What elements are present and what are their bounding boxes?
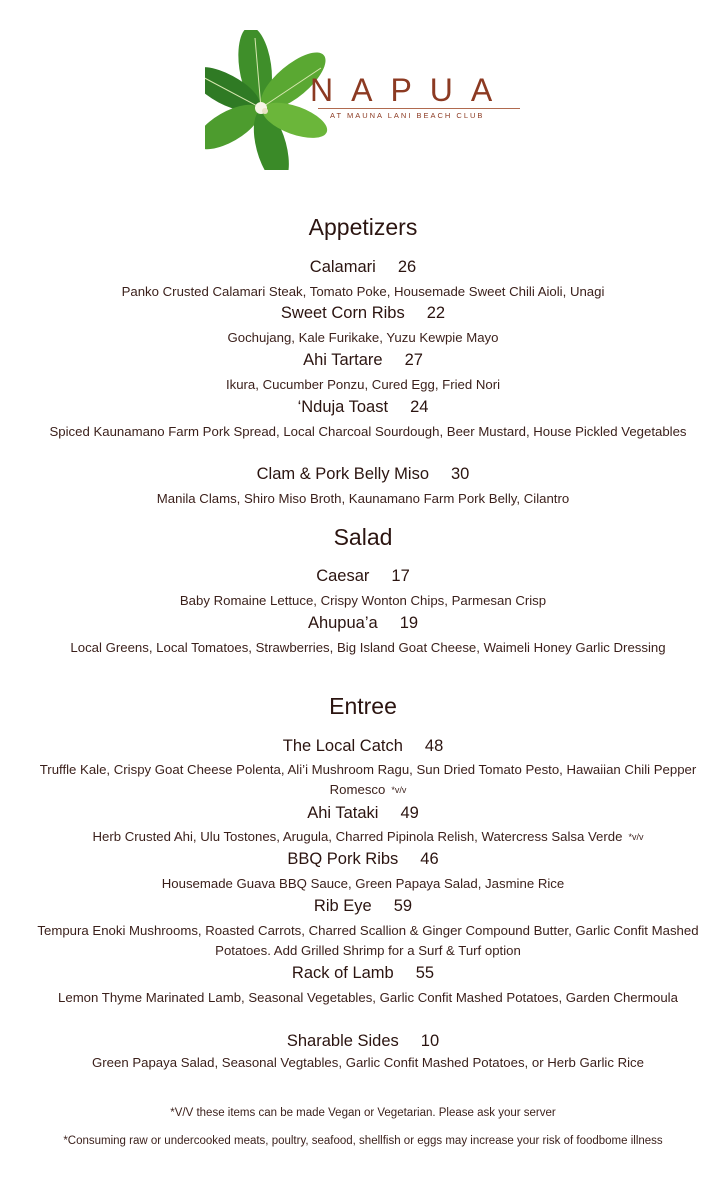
item-name: Calamari: [309, 258, 376, 276]
menu-item-ahi-tartare: [0, 351, 726, 370]
vegan-note: *V/V these items can be made Vegan or Vegetarian. Please ask your server: [170, 1107, 556, 1119]
item-name: Ahi Tataki: [307, 804, 379, 822]
item-description: Manila Clams, Shiro Miso Broth, Kaunamano Farm Pork Belly, Cilantro: [156, 491, 570, 506]
item-price: 55: [415, 964, 435, 982]
item-price: 27: [404, 351, 423, 369]
item-price: 59: [393, 897, 413, 915]
item-price: 49: [400, 804, 419, 822]
item-description: [30, 760, 706, 800]
item-name: BBQ Pork Ribs: [287, 850, 399, 868]
menu-item-local-catch: [0, 737, 726, 756]
item-description: Panko Crusted Calamari Steak, Tomato Poke, Housemade Sweet Chili Aioli, Unagi: [121, 284, 605, 299]
menu-item-sweet-corn-ribs: [0, 304, 726, 323]
section-title-salad: Salad: [333, 524, 393, 550]
item-description: Gochujang, Kale Furikake, Yuzu Kewpie Mayo: [227, 330, 499, 345]
item-name: Ahupua’a: [307, 614, 378, 632]
item-price: 46: [420, 850, 439, 868]
item-description: Baby Romaine Lettuce, Crispy Wonton Chips, Parmesan Crisp: [179, 593, 547, 608]
item-price: 24: [410, 398, 429, 416]
item-price: 26: [397, 258, 417, 276]
item-name: Rib Eye: [313, 897, 372, 915]
item-price: 48: [424, 737, 444, 755]
item-name: Sweet Corn Ribs: [280, 304, 405, 322]
item-price: 30: [451, 465, 470, 483]
menu-item-rack-of-lamb: [0, 964, 726, 983]
menu-item-ahupuaa: [0, 614, 726, 633]
brand-divider: [318, 108, 520, 109]
item-description: Lemon Thyme Marinated Lamb, Seasonal Vegetables, Garlic Confit Mashed Potatoes, Garden Chermoula: [58, 990, 678, 1005]
item-description-text: Herb Crusted Ahi, Ulu Tostones, Arugula, Charred Pipinola Relish, Watercress Salsa Verde: [92, 829, 623, 844]
vegan-tag: *v/v: [628, 832, 644, 842]
menu-item-sharable-sides: [0, 1032, 726, 1051]
item-name: Sharable Sides: [286, 1032, 399, 1050]
item-price: 10: [420, 1032, 440, 1050]
item-description: [30, 827, 706, 847]
item-name: Rack of Lamb: [291, 964, 394, 982]
item-name: ‘Nduja Toast: [297, 398, 389, 416]
raw-food-warning: *Consuming raw or undercooked meats, poultry, seafood, shellfish or eggs may increase your risk of foodbome illness: [63, 1135, 663, 1147]
menu-item-nduja-toast: [0, 398, 726, 417]
item-description-text: Truffle Kale, Crispy Goat Cheese Polenta, Ali’i Mushroom Ragu, Sun Dried Tomato Pesto, Hawaiian Chili Pepper Romesco: [39, 762, 697, 797]
section-title-appetizers: Appetizers: [308, 214, 418, 240]
menu-item-bbq-pork-ribs: [0, 850, 726, 869]
menu-item-clam-pork-belly-miso: [0, 465, 726, 484]
item-description: Tempura Enoki Mushrooms, Roasted Carrots, Charred Scallion & Ginger Compound Butter, Garlic Confit Mashed Potatoes. Add Grilled Shrimp for a Surf & Turf option: [37, 923, 699, 958]
item-description: Green Papaya Salad, Seasonal Vegtables, Garlic Confit Mashed Potatoes, or Herb Garlic Rice: [92, 1055, 644, 1070]
item-price: 19: [399, 614, 419, 632]
menu-item-calamari: [0, 258, 726, 277]
menu-item-ahi-tataki: [0, 804, 726, 823]
vegan-tag: *v/v: [391, 785, 407, 795]
item-description: Housemade Guava BBQ Sauce, Green Papaya Salad, Jasmine Rice: [161, 876, 565, 891]
item-name: Caesar: [316, 567, 370, 585]
menu-item-caesar: [0, 567, 726, 586]
item-price: 22: [426, 304, 446, 322]
brand-subtitle: AT MAUNA LANI BEACH CLUB: [330, 111, 485, 120]
item-description: Local Greens, Local Tomatoes, Strawberries, Big Island Goat Cheese, Waimeli Honey Garlic Dressing: [70, 640, 666, 655]
item-name: The Local Catch: [282, 737, 403, 755]
item-description: Spiced Kaunamano Farm Pork Spread, Local Charcoal Sourdough, Beer Mustard, House Pickled Vegetables: [49, 424, 687, 439]
item-price: 17: [391, 567, 410, 585]
section-title-entree: Entree: [329, 693, 397, 719]
brand-name: NAPUA: [310, 72, 511, 108]
item-name: Ahi Tartare: [303, 351, 383, 369]
item-name: Clam & Pork Belly Miso: [256, 465, 429, 483]
item-description: Ikura, Cucumber Ponzu, Cured Egg, Fried Nori: [225, 377, 501, 392]
menu-item-rib-eye: [0, 897, 726, 916]
